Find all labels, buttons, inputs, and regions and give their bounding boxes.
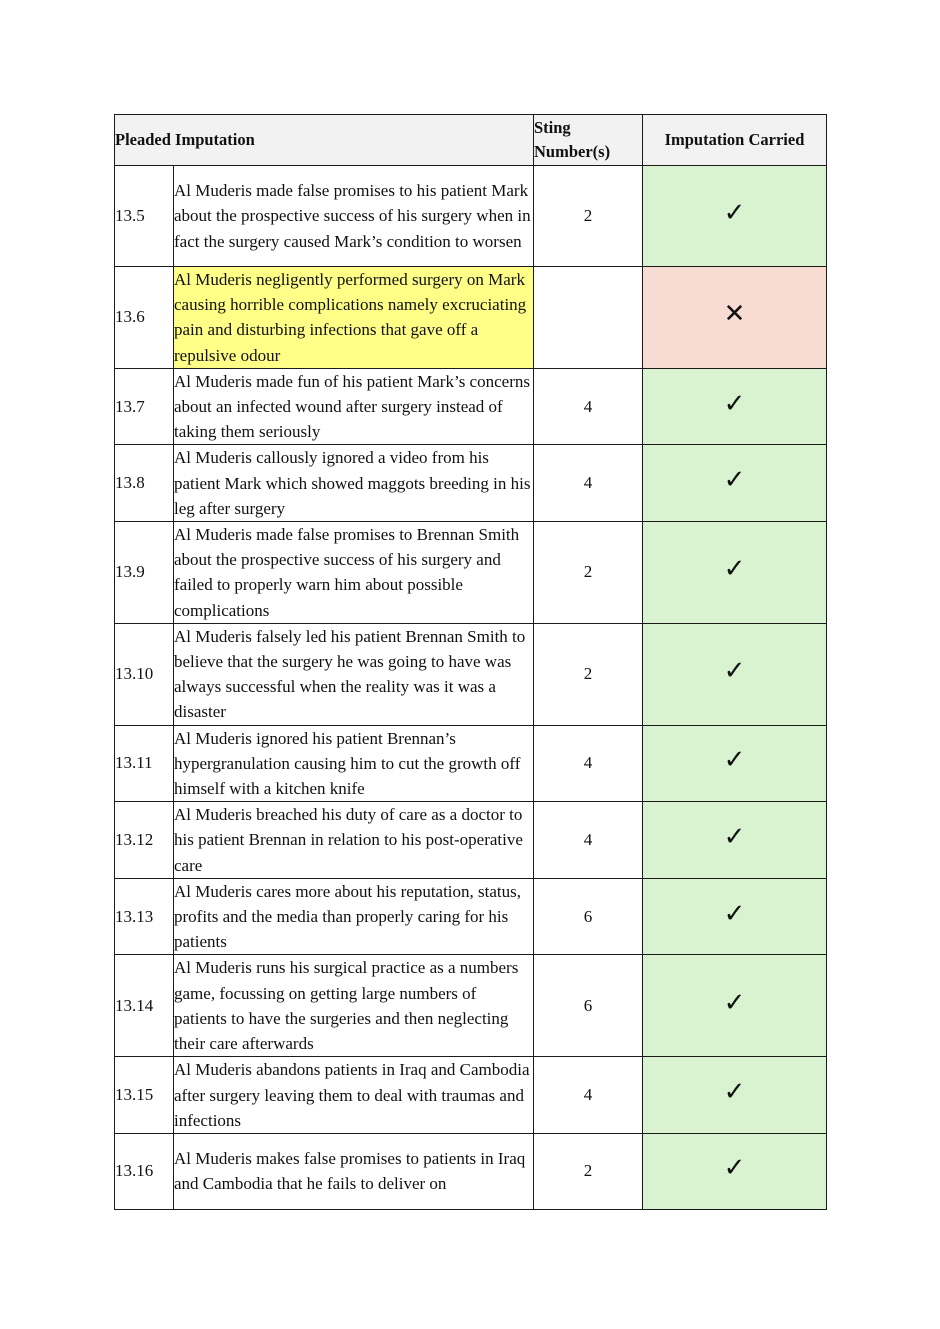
checkmark-icon: ✓ bbox=[723, 745, 746, 776]
imputation-carried-cell bbox=[643, 955, 827, 1057]
imputation-number: 13.15 bbox=[115, 1057, 174, 1134]
imputation-text: Al Muderis ignored his patient Brennan’s hypergranulation causing him to cut the growth off himself with a kitchen knife bbox=[174, 725, 534, 802]
table-row bbox=[115, 955, 827, 1057]
table-row bbox=[115, 1133, 827, 1209]
table-row bbox=[115, 522, 827, 624]
imputation-carried-cell bbox=[643, 623, 827, 725]
checkmark-icon: ✓ bbox=[723, 822, 746, 853]
checkmark-icon: ✓ bbox=[723, 388, 746, 419]
imputation-text: Al Muderis abandons patients in Iraq and Cambodia after surgery leaving them to deal with traumas and infections bbox=[174, 1057, 534, 1134]
imputation-carried-cell bbox=[643, 166, 827, 267]
imputation-text: Al Muderis cares more about his reputation, status, profits and the media than properly caring for his patients bbox=[174, 878, 534, 955]
table-row bbox=[115, 445, 827, 522]
imputation-number: 13.16 bbox=[115, 1133, 174, 1209]
table-row bbox=[115, 725, 827, 802]
imputation-carried-cell bbox=[643, 368, 827, 445]
sting-number: 6 bbox=[534, 878, 643, 955]
sting-number: 6 bbox=[534, 955, 643, 1057]
table-body bbox=[115, 166, 827, 1210]
imputation-carried-cell bbox=[643, 1057, 827, 1134]
imputation-carried-cell bbox=[643, 267, 827, 369]
checkmark-icon: ✓ bbox=[723, 554, 746, 585]
imputation-text: Al Muderis breached his duty of care as a doctor to his patient Brennan in relation to his post-operative care bbox=[174, 802, 534, 879]
imputation-number: 13.8 bbox=[115, 445, 174, 522]
imputation-number: 13.6 bbox=[115, 267, 174, 369]
checkmark-icon: ✓ bbox=[723, 1077, 746, 1108]
table-row bbox=[115, 267, 827, 369]
checkmark-icon: ✓ bbox=[723, 1153, 746, 1184]
table-header-row bbox=[115, 115, 827, 166]
header-pleaded-imputation: Pleaded Imputation bbox=[115, 115, 534, 166]
sting-number: 2 bbox=[534, 623, 643, 725]
imputation-number: 13.13 bbox=[115, 878, 174, 955]
imputation-number: 13.12 bbox=[115, 802, 174, 879]
imputation-number: 13.14 bbox=[115, 955, 174, 1057]
imputation-text: Al Muderis falsely led his patient Brennan Smith to believe that the surgery he was going to have was always successful when the reality was it was a disaster bbox=[174, 623, 534, 725]
imputations-table bbox=[114, 114, 827, 1210]
imputation-text: Al Muderis callously ignored a video from his patient Mark which showed maggots breeding in his leg after surgery bbox=[174, 445, 534, 522]
header-sting-numbers: Sting Number(s) bbox=[534, 115, 643, 166]
checkmark-icon: ✓ bbox=[723, 898, 746, 929]
imputation-carried-cell bbox=[643, 802, 827, 879]
checkmark-icon: ✓ bbox=[723, 198, 746, 228]
imputation-carried-cell bbox=[643, 445, 827, 522]
imputation-carried-cell bbox=[643, 725, 827, 802]
imputation-text: Al Muderis negligently performed surgery on Mark causing horrible complications namely excruciating pain and disturbing infections that gave off a repulsive odour bbox=[174, 267, 534, 369]
imputation-text: Al Muderis makes false promises to patients in Iraq and Cambodia that he fails to deliver on bbox=[174, 1133, 534, 1209]
imputation-text: Al Muderis made false promises to Brennan Smith about the prospective success of his surgery and failed to properly warn him about possible complications bbox=[174, 522, 534, 624]
imputation-carried-cell bbox=[643, 522, 827, 624]
checkmark-icon: ✓ bbox=[723, 465, 746, 496]
sting-number: 4 bbox=[534, 368, 643, 445]
sting-number: 4 bbox=[534, 445, 643, 522]
table-row bbox=[115, 1057, 827, 1134]
checkmark-icon: ✓ bbox=[723, 987, 746, 1018]
table-row bbox=[115, 166, 827, 267]
imputation-carried-cell bbox=[643, 878, 827, 955]
table-row bbox=[115, 623, 827, 725]
sting-number: 2 bbox=[534, 522, 643, 624]
sting-number: 2 bbox=[534, 1133, 643, 1209]
imputation-number: 13.10 bbox=[115, 623, 174, 725]
sting-number: 4 bbox=[534, 802, 643, 879]
imputation-number: 13.7 bbox=[115, 368, 174, 445]
sting-number bbox=[534, 267, 643, 369]
imputation-text: Al Muderis made fun of his patient Mark’s concerns about an infected wound after surgery instead of taking them seriously bbox=[174, 368, 534, 445]
sting-number: 4 bbox=[534, 725, 643, 802]
table-row bbox=[115, 878, 827, 955]
sting-number: 2 bbox=[534, 166, 643, 267]
header-imputation-carried: Imputation Carried bbox=[643, 115, 827, 166]
imputation-number: 13.9 bbox=[115, 522, 174, 624]
sting-number: 4 bbox=[534, 1057, 643, 1134]
imputation-text: Al Muderis runs his surgical practice as a numbers game, focussing on getting large numbers of patients to have the surgeries and then neglecting their care afterwards bbox=[174, 955, 534, 1057]
imputation-number: 13.5 bbox=[115, 166, 174, 267]
imputation-carried-cell bbox=[643, 1133, 827, 1209]
imputation-text: Al Muderis made false promises to his patient Mark about the prospective success of his surgery when in fact the surgery caused Mark’s condition to worsen bbox=[174, 166, 534, 267]
table-row bbox=[115, 368, 827, 445]
cross-icon: ✕ bbox=[723, 299, 746, 330]
imputation-number: 13.11 bbox=[115, 725, 174, 802]
table-row bbox=[115, 802, 827, 879]
checkmark-icon: ✓ bbox=[723, 656, 746, 687]
